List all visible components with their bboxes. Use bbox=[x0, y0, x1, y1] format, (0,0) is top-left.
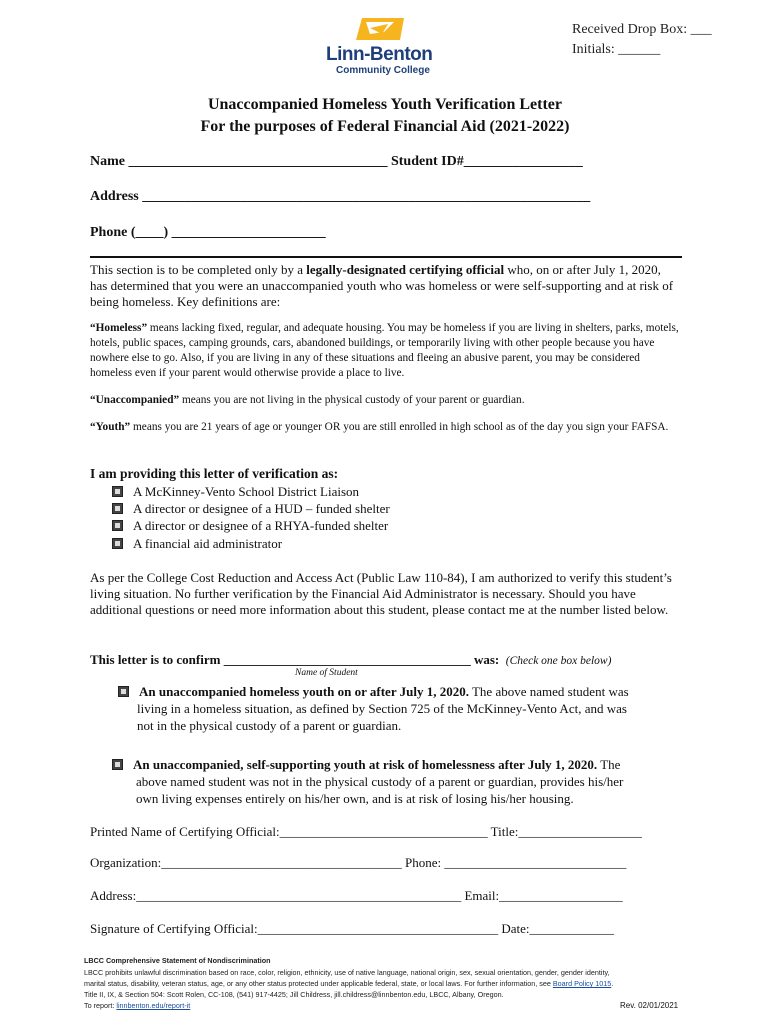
logo-mark-icon bbox=[356, 18, 404, 40]
name-student-id-field[interactable]: Name _____________________________________ Student ID#_________________ bbox=[90, 154, 583, 169]
logo-subtitle: Community College bbox=[336, 65, 430, 76]
board-policy-link[interactable]: Board Policy 1015 bbox=[552, 979, 612, 988]
option-mckinney-vento[interactable]: A McKinney-Vento School District Liaison bbox=[112, 483, 359, 500]
youth-definition: “Youth” means you are 21 years of age or younger OR you are still enrolled in high school as of the day you sign your FAFSA. bbox=[90, 421, 669, 433]
organization-phone-field[interactable]: Organization:_____________________________________ Phone: ____________________________ bbox=[90, 855, 627, 870]
option-hud-shelter[interactable]: A director or designee of a HUD – funded shelter bbox=[112, 500, 390, 517]
footer-heading: LBCC Comprehensive Statement of Nondiscrimination bbox=[84, 956, 271, 965]
intro-paragraph: This section is to be completed only by a legally-designated certifying official who, on or after July 1, 2020, has determined that you were an unaccompanied youth who was homeless or were self-supporting and at risk of being homeless. Key definitions are: bbox=[90, 262, 674, 309]
choice-homeless-youth[interactable]: An unaccompanied homeless youth on or after July 1, 2020. The above named student was living in a homeless situation, as defined by Section 725 of the McKinney-Vento Act, and was not in the physical custody of a parent or guardian. bbox=[118, 683, 688, 734]
checkbox[interactable] bbox=[112, 520, 123, 531]
footer-line-2: marital status, disability, veteran status, age, or any other status protected under applicable federal, state, or local laws. For further information, see Board Policy 1015. bbox=[84, 979, 614, 988]
name-of-student-caption: Name of Student bbox=[295, 668, 358, 678]
footer-line-3: Title II, IX, & Section 504: Scott Rolen, CC-108, (541) 917-4425; Jill Childress, jill.childress@linnbenton.edu, LBCC, Albany, Oregon. bbox=[84, 990, 504, 999]
received-drop-box: Received Drop Box: ___ bbox=[572, 22, 712, 37]
option-financial-aid-admin[interactable]: A financial aid administrator bbox=[112, 535, 282, 552]
checkbox[interactable] bbox=[118, 686, 129, 697]
verification-heading: I am providing this letter of verification as: bbox=[90, 466, 339, 481]
footer-line-4: To report: linnbenton.edu/report-it bbox=[84, 1001, 191, 1010]
checkbox[interactable] bbox=[112, 538, 123, 549]
option-rhya-shelter[interactable]: A director or designee of a RHYA-funded shelter bbox=[112, 517, 388, 534]
page-subtitle: For the purposes of Federal Financial Aid (2021-2022) bbox=[200, 118, 570, 135]
checkbox[interactable] bbox=[112, 759, 123, 770]
initials: Initials: ______ bbox=[572, 42, 661, 57]
unaccompanied-definition: “Unaccompanied” means you are not living in the physical custody of your parent or guardian. bbox=[90, 394, 525, 406]
address-field[interactable]: Address ________________________________________________________________ bbox=[90, 189, 591, 204]
checkbox[interactable] bbox=[112, 503, 123, 514]
revision-date: Rev. 02/01/2021 bbox=[620, 1001, 679, 1010]
signature-date-field[interactable]: Signature of Certifying Official:_____________________________________ Date:_____________ bbox=[90, 921, 615, 936]
homeless-definition: “Homeless” means lacking fixed, regular, and adequate housing. You may be homeless if you are living in shelters, parks, motels, hotels, public spaces, camping grounds, cars, abandoned buildings, or temporarily living with other people because you have nowhere else to go. Also, if you are living in any of these situations and fleeing an abusive parent, you may be considered homeless even if your parent would otherwise provide a place to live. bbox=[90, 322, 679, 379]
page-title: Unaccompanied Homeless Youth Verification Letter bbox=[207, 96, 563, 113]
checkbox[interactable] bbox=[112, 486, 123, 497]
choice-at-risk-youth[interactable]: An unaccompanied, self-supporting youth at risk of homelessness after July 1, 2020. The above named student was not in the physical custody of a parent or guardian, provides his/her own living expenses entirely on his/her own, and is at risk of losing his/her housing. bbox=[112, 756, 687, 807]
address-email-field[interactable]: Address:__________________________________________________ Email:___________________ bbox=[90, 888, 623, 903]
printed-name-title-field[interactable]: Printed Name of Certifying Official:________________________________ Title:___________________ bbox=[90, 824, 642, 839]
confirm-line[interactable]: This letter is to confirm ______________________________________ was: (Check one box below) bbox=[90, 652, 612, 667]
section-divider bbox=[90, 256, 682, 258]
footer-line-1: LBCC prohibits unlawful discrimination based on race, color, religion, ethnicity, use of native language, national origin, sex, sexual orientation, gender, gender identity, bbox=[84, 968, 610, 977]
logo-name: Linn-Benton bbox=[326, 44, 433, 65]
phone-field[interactable]: Phone (____) ______________________ bbox=[90, 225, 326, 240]
report-it-link[interactable]: linnbenton.edu/report-it bbox=[116, 1001, 191, 1010]
authority-paragraph: As per the College Cost Reduction and Access Act (Public Law 110-84), I am authorized to verify this student’s living situation. No further verification by the Financial Aid Administrator is necessary. Should you have additional questions or need more information about this student, please contact me at the number listed below. bbox=[90, 570, 672, 617]
